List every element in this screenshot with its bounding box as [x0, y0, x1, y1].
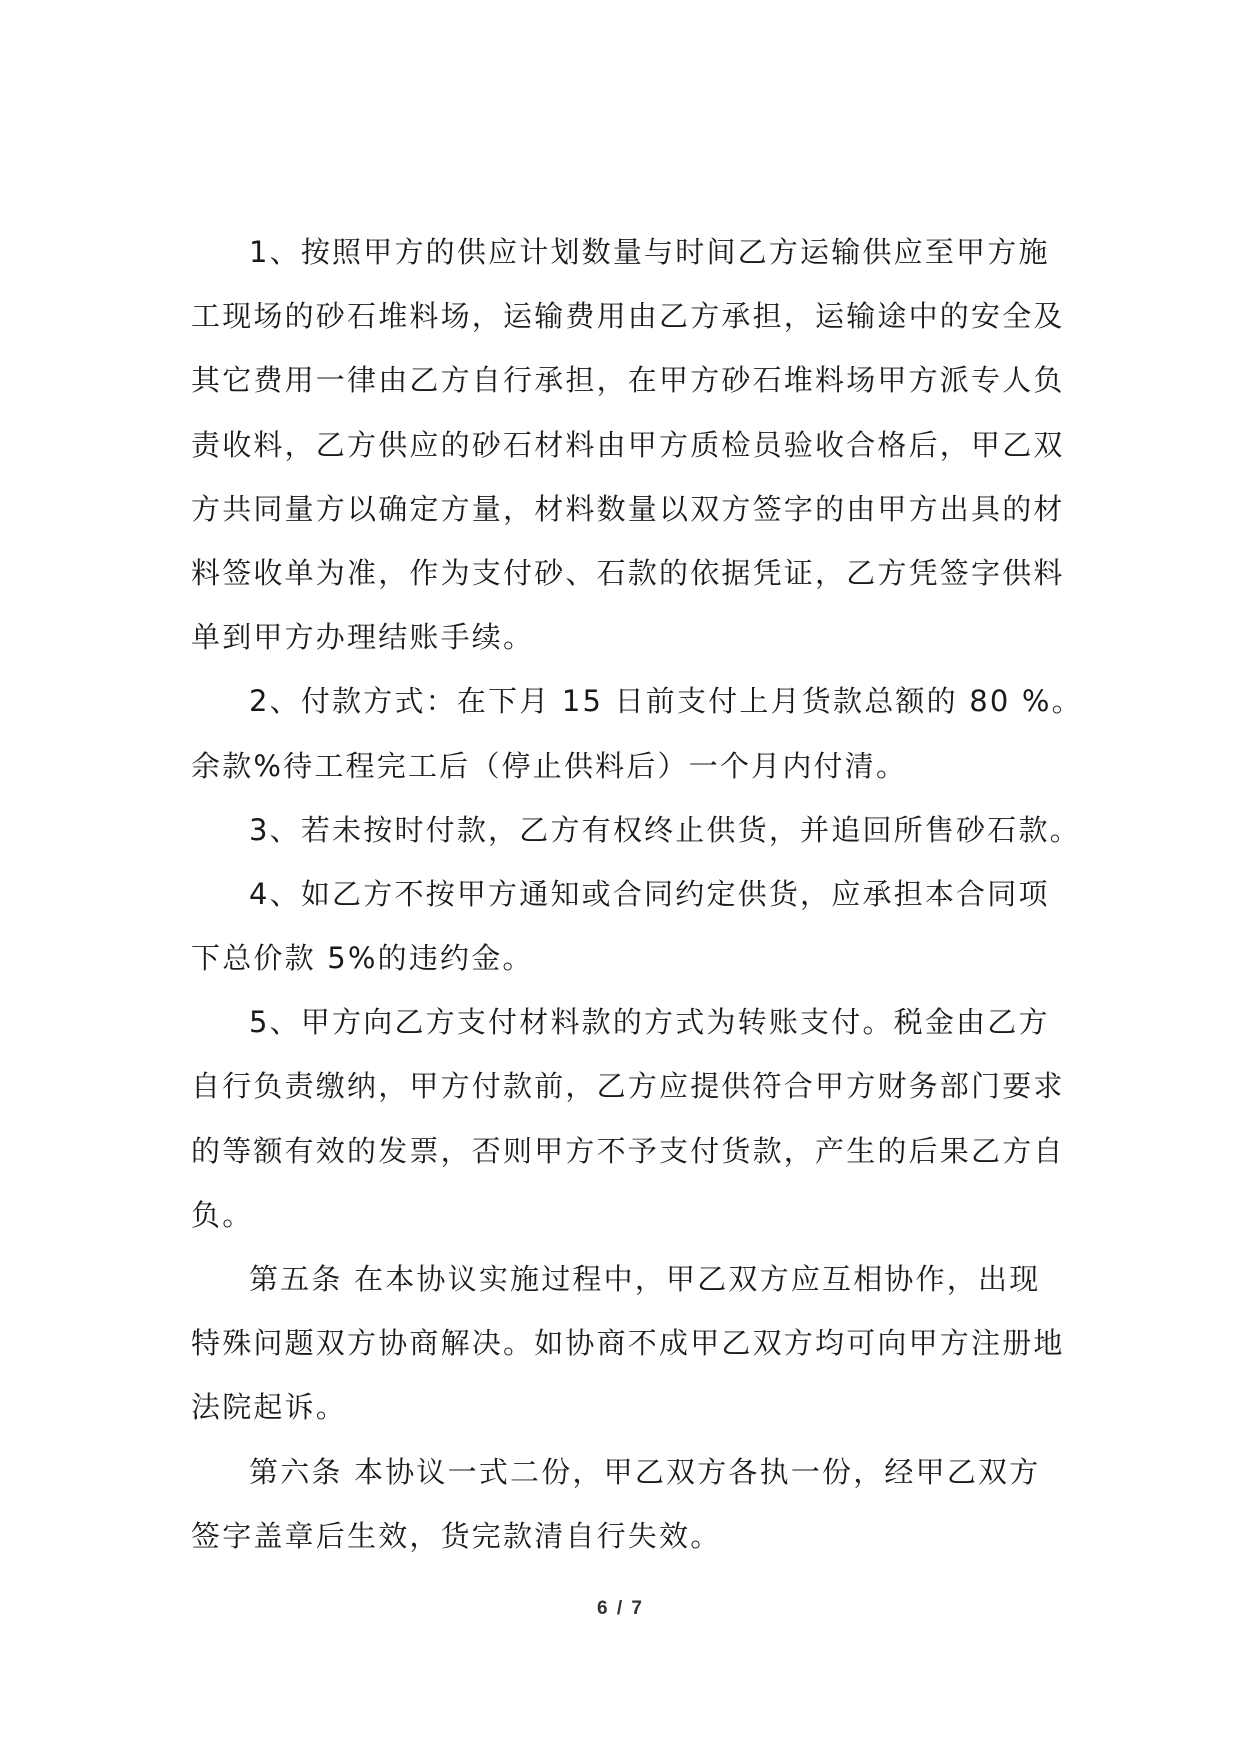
text-line: 责收料，乙方供应的砂石材料由甲方质检员验收合格后，甲乙双	[191, 427, 1065, 462]
text-line: 第五条 在本协议实施过程中，甲乙双方应互相协作，出现	[249, 1262, 1041, 1296]
text-line: 4、如乙方不按甲方通知或合同约定供货，应承担本合同项	[249, 876, 1050, 911]
text-line: 下总价款 5%的违约金。	[191, 941, 534, 976]
text-line: 法院起诉。	[191, 1390, 348, 1425]
text-line: 方共同量方以确定方量，材料数量以双方签字的由甲方出具的材	[191, 491, 1065, 526]
text-line: 其它费用一律由乙方自行承担，在甲方砂石堆料场甲方派专人负	[191, 363, 1065, 398]
text-line: 自行负责缴纳，甲方付款前，乙方应提供符合甲方财务部门要求	[191, 1069, 1065, 1104]
text-line: 单到甲方办理结账手续。	[191, 620, 535, 655]
text-line: 5、甲方向乙方支付材料款的方式为转账支付。税金由乙方	[249, 1005, 1050, 1040]
text-line: 签字盖章后生效，货完款清自行失效。	[191, 1518, 722, 1553]
text-line: 第六条 本协议一式二份，甲乙双方各执一份，经甲乙双方	[249, 1454, 1041, 1489]
text-line: 余款%待工程完工后（停止供料后）一个月内付清。	[191, 748, 908, 783]
text-line: 工现场的砂石堆料场，运输费用由乙方承担，运输途中的安全及	[191, 299, 1065, 334]
contract-body-text	[191, 220, 1083, 1568]
text-line: 料签收单为准，作为支付砂、石款的依据凭证，乙方凭签字供料	[191, 555, 1065, 590]
page-number: 6 / 7	[597, 1598, 644, 1619]
text-line: 2、付款方式：在下月 15 日前支付上月货款总额的 80 %。	[249, 684, 1083, 719]
text-line: 特殊问题双方协商解决。如协商不成甲乙双方均可向甲方注册地	[191, 1326, 1065, 1361]
text-line: 1、按照甲方的供应计划数量与时间乙方运输供应至甲方施	[249, 235, 1050, 269]
text-line: 负。	[191, 1197, 254, 1232]
text-line: 3、若未按时付款，乙方有权终止供货，并追回所售砂石款。	[249, 812, 1081, 847]
text-line: 的等额有效的发票，否则甲方不予支付货款，产生的后果乙方自	[191, 1133, 1065, 1168]
